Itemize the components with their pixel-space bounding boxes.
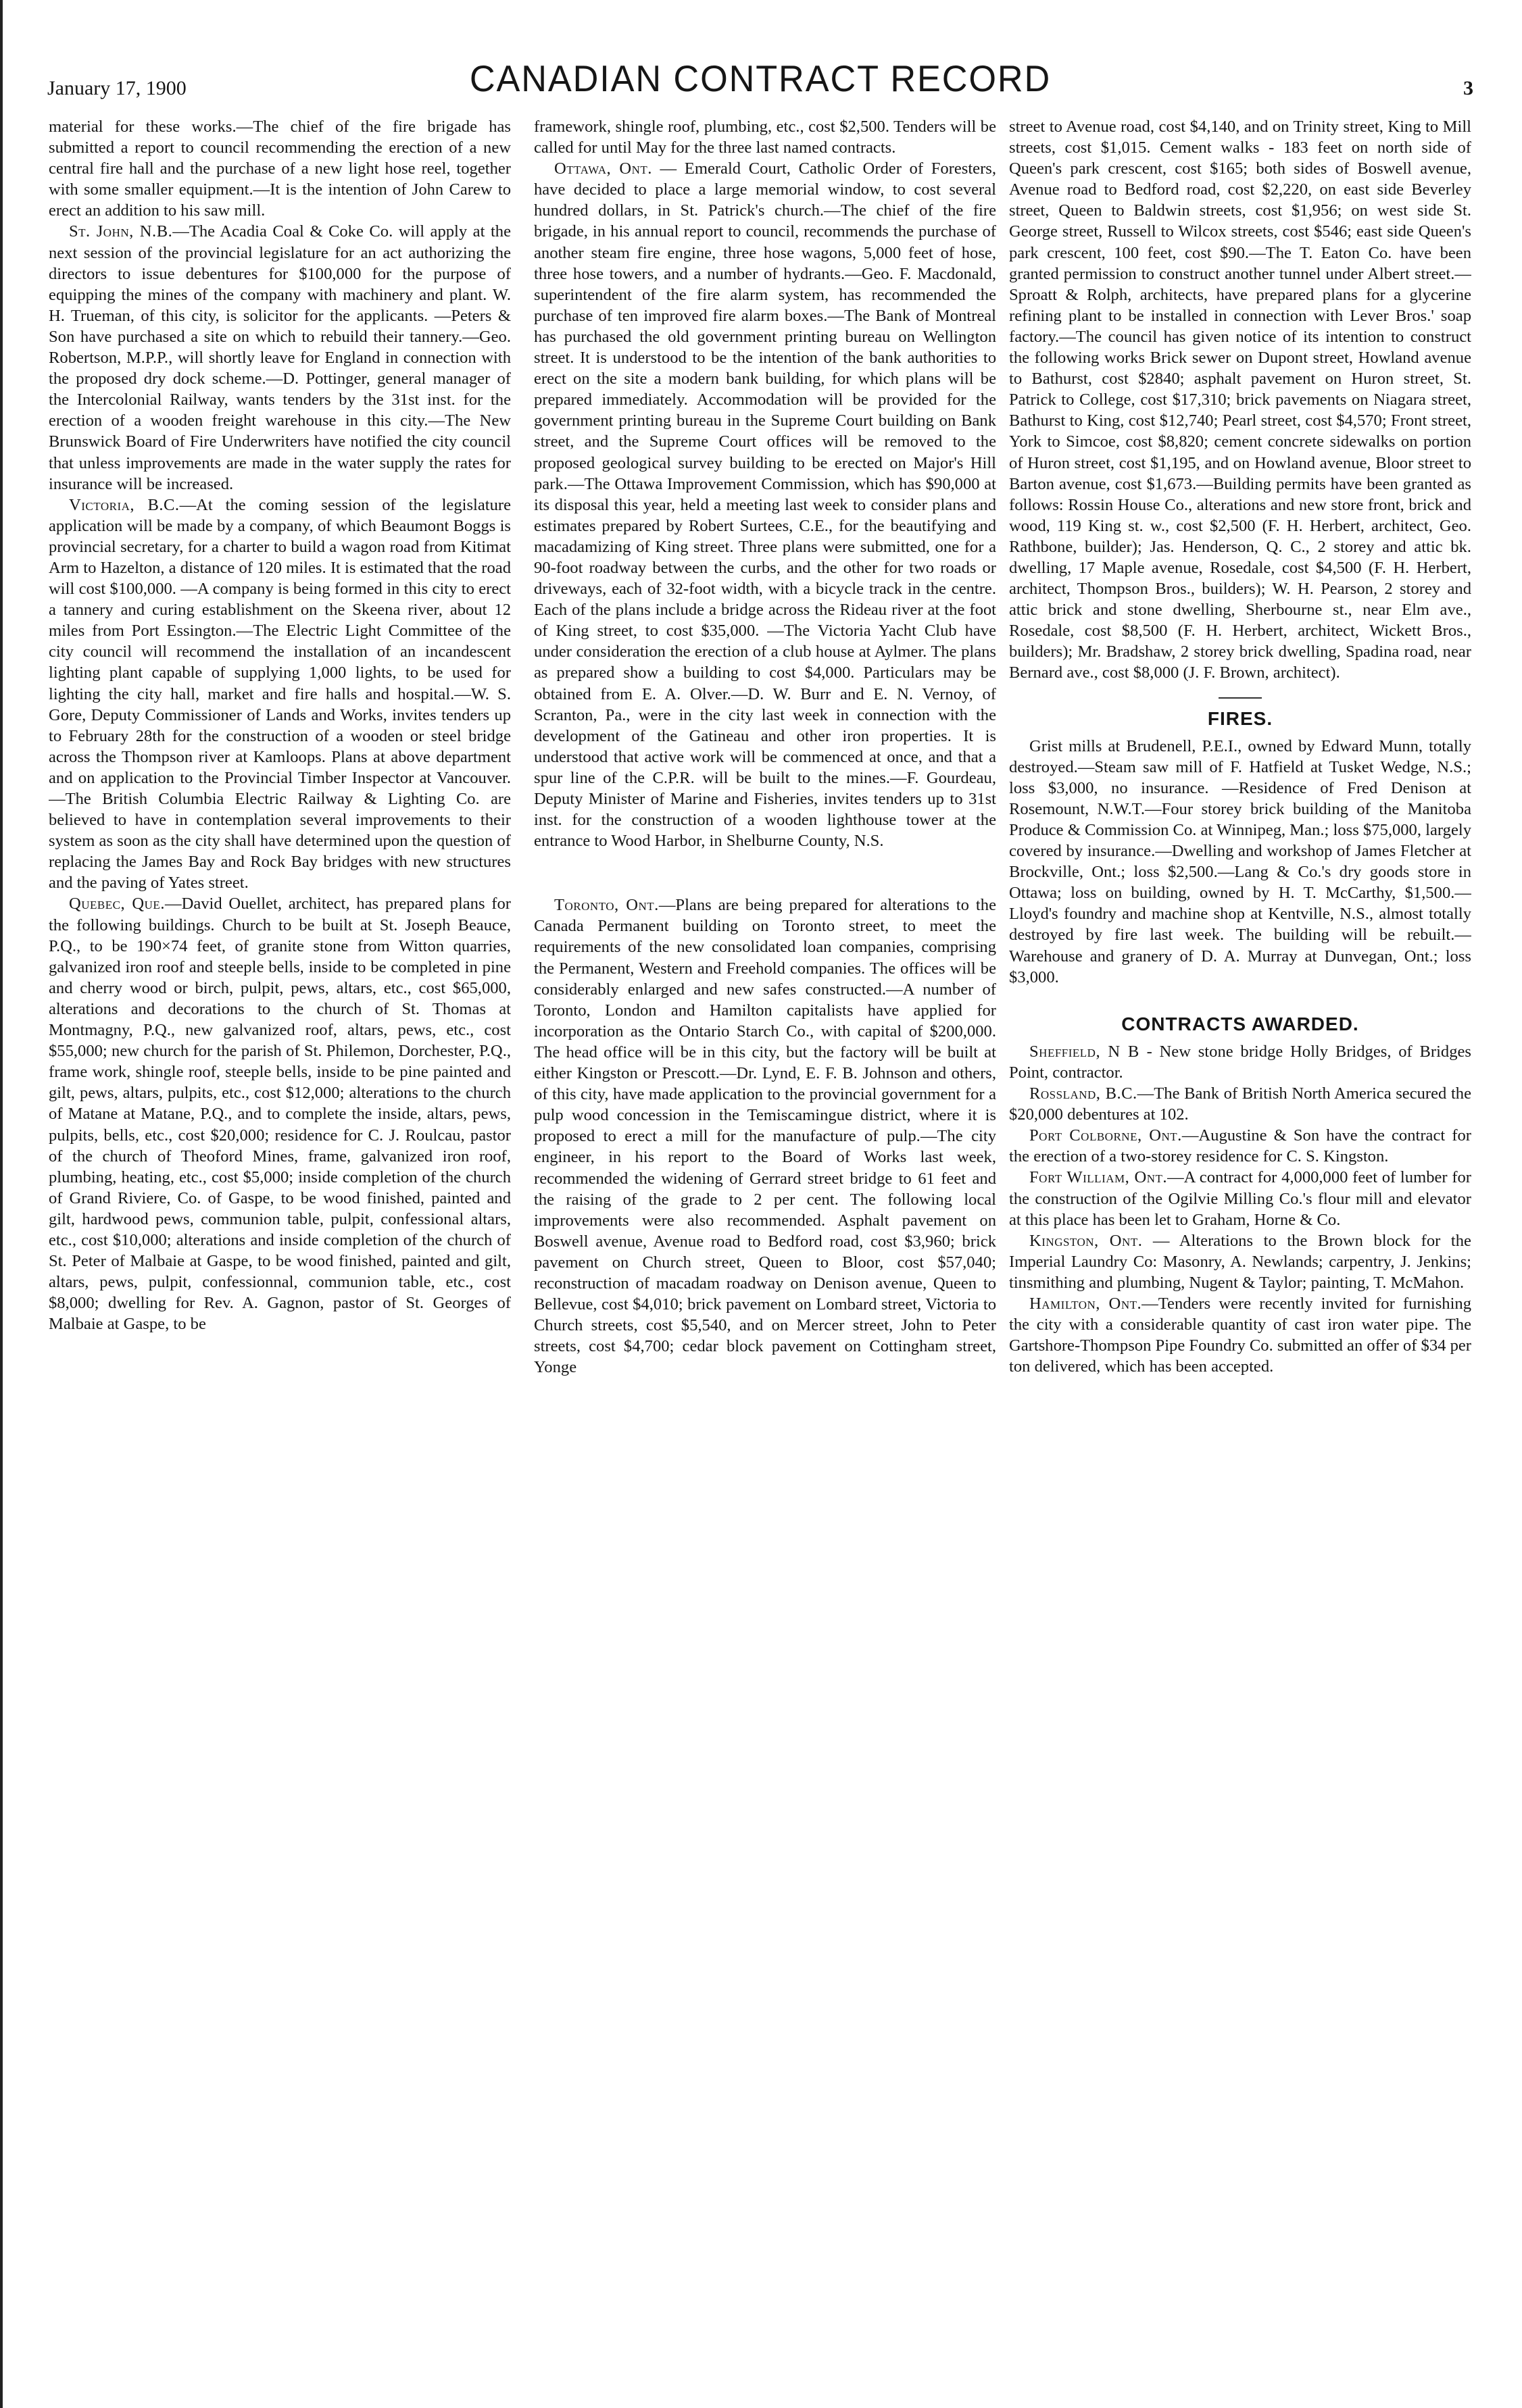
column-gap [534, 851, 996, 895]
column-1 [49, 116, 511, 2393]
contract-rossland-text: —The Bank of British North America secured the $20,000 debentures at 102. [1009, 1084, 1471, 1124]
dateline-ottawa: Ottawa, Ont. [554, 159, 652, 178]
contract-port-colborne [1009, 1125, 1471, 1167]
contract-kingston-text: — Alterations to the Brown block for the Imperial Laundry Co: Masonry, A. Newlands; carpentry, J. Jenkins; tinsmithing and plumbing, Nugent & Taylor; painting, T. McMahon. [1009, 1231, 1471, 1292]
dateline-st-john: St. John, N.B. [69, 222, 173, 241]
article-st-john-text: —The Acadia Coal & Coke Co. will apply at the next session of the provincial legislature for an act authorizing the directors to issue debentures for $100,000 for the purpose of equipping the mines of the company with machinery and plant. W. H. Trueman, of this city, is solicitor for the applicants. —Peters & Son have purchased a site on which to rebuild their tannery.—Geo. Robertson, M.P.P., will shortly leave for England in connection with the proposed dry dock scheme.—D. Pottinger, general manager of the Intercolonial Railway, wants tenders by the 31st inst. for the erection of a wooden freight warehouse in this city.—The New Brunswick Board of Fire Underwriters have notified the city council that unless improvements are made in the water supply the rates for insurance will be increased. [49, 222, 511, 493]
dateline-victoria: Victoria, B.C. [69, 495, 180, 514]
issue-date: January 17, 1900 [47, 77, 187, 99]
article-st-john [49, 221, 511, 494]
dateline-sheffield: Sheffield, N B [1029, 1042, 1139, 1061]
article-continued: material for these works.—The chief of the fire brigade has submitted a report to council recommending the erection of a new central fire hall and the purchase of a new light hose reel, together with some smaller equipment.—It is the intention of John Carew to erect an addition to his saw mill. [49, 118, 511, 220]
contract-kingston [1009, 1230, 1471, 1293]
article-victoria [49, 495, 511, 894]
section-gap [1009, 988, 1471, 1005]
dateline-fort-william: Fort William, Ont. [1029, 1168, 1168, 1187]
article-quebec-text: —David Ouellet, architect, has prepared plans for the following buildings. Church to be built at St. Joseph Beauce, P.Q., to be 190×74 feet, of granite stone from Witton quarries, galvanized iron roof and steeple bells, inside to be completed in pine and cherry wood or birch, pulpit, pews, altars, etc., cost $65,000, alterations and decorations to the church of St. Thomas at Montmagny, P.Q., new galvanized roof, altars, pews, etc., cost $55,000; new church for the parish of St. Philemon, Dorchester, P.Q., frame work, shingle roof, steeple bells, inside to be pine painted and gilt, pews, altars, pulpits, etc., cost $12,000; alterations to the church of Matane at Matane, P.Q., and to complete the inside, altars, pews, pulpits, bells, etc., cost $20,000; residence for C. J. Roulcau, pastor of the church of Theoford Mines, frame, galvanized iron roof, plumbing, heating, etc., cost $5,000; inside completion of the church of Grand Riviere, Co. of Gaspe, to be wood finished, painted and gilt, hardwood pews, communion table, pulpit, confessional altars, etc., cost $10,000; alterations and inside completion of the church of St. Peter of Malbaie at Gaspe, to be wood finished, painted and gilt, altars, pews, pulpit, confessionnal, communion table, etc., cost $8,000; dwelling for Rev. A. Gagnon, pastor of St. Georges of Malbaie at Gaspe, to be [49, 895, 511, 1334]
contract-fort-william [1009, 1167, 1471, 1230]
column-3 [1009, 116, 1471, 2393]
fires-heading: FIRES. [1207, 707, 1273, 729]
contract-sheffield-text: - New stone bridge Holly Bridges, of Bridges Point, contractor. [1009, 1042, 1471, 1082]
article-quebec [49, 893, 511, 1334]
article-ottawa [534, 158, 996, 851]
column-2 [534, 116, 996, 2393]
dateline-quebec: Quebec, Que. [69, 895, 165, 913]
article-continued-quebec: framework, shingle roof, plumbing, etc., cost $2,500. Tenders will be called for until May for the three last named contracts. [534, 118, 996, 157]
dateline-port-colborne: Port Colborne, Ont. [1029, 1126, 1182, 1145]
contract-hamilton-text: —Tenders were recently invited for furnishing the city with a considerable quantity of cast iron water pipe. The Gartshore-Thompson Pipe Foundry Co. submitted an offer of $34 per ton delivered, which has been accepted. [1009, 1294, 1471, 1376]
contracts-heading: CONTRACTS AWARDED. [1121, 1013, 1359, 1034]
dateline-toronto: Toronto, Ont. [554, 896, 659, 915]
dateline-hamilton: Hamilton, Ont. [1029, 1294, 1142, 1313]
contract-hamilton [1009, 1293, 1471, 1377]
article-ottawa-text: — Emerald Court, Catholic Order of Foresters, have decided to place a large memorial window, to cost several hundred dollars, in St. Patrick's church.—The chief of the fire brigade, in his annual report to council, recommends the purchase of another steam fire engine, three hose wagons, 5,000 feet of hose, three hose towers, and a number of hydrants.—Geo. F. Macdonald, superintendent of the fire alarm system, has recommended the purchase of ten improved fire alarm boxes.—The Bank of Montreal has purchased the old government printing bureau on Wellington street. It is understood to be the intention of the bank authorities to erect on the site a modern bank building, for which plans will be prepared immediately. Accommodation will be provided for the government printing bureau in the Supreme Court building on Bank street, and the Supreme Court offices will be removed to the proposed geological survey building to be erected on Major's Hill park.—The Ottawa Improvement Commission, which has $90,000 at its disposal this year, held a meeting last week to consider plans and estimates prepared by Robert Surtees, C.E., for the beautifying and macadamizing of King street. Three plans were submitted, one for a 90-foot roadway between the curbs, and the other for two roads or driveways, each of 32-foot width, with a bicycle track in the centre. Each of the plans include a bridge across the Rideau river at the foot of King street, to cost $35,000. —The Victoria Yacht Club have under consideration the erection of a club house at Aylmer. The plans as prepared show a building to cost $4,000. Particulars may be obtained from E. A. Olver.—D. W. Burr and E. N. Vernoy, of Scranton, Pa., were in the city last week in connection with the development of the Gatineau and other iron properties. It is understood that active work will be commenced at once, and that a spur line of the C.P.R. will be built to the mines.—F. Gourdeau, Deputy Minister of Marine and Fisheries, invites tenders up to 31st inst. for the construction of a wooden lighthouse tower at the entrance to Wood Harbor, in Shelburne County, N.S. [534, 159, 996, 851]
article-victoria-text: —At the coming session of the legislature application will be made by a company, of which Beaumont Boggs is provincial secretary, for a charter to build a wagon road from Kitimat Arm to Hazelton, a distance of 120 miles. It is estimated that the road will cost $100,000. —A company is being formed in this city to erect a tannery and curing establishment on the Skeena river, about 12 miles from Port Essington.—The Electric Light Committee of the city council will recommend the installation of an incandescent lighting plant capable of supplying 1,000 lights, to be used for lighting the city hall, market and fire halls and hospital.—W. S. Gore, Deputy Commissioner of Lands and Works, invites tenders up to February 28th for the construction of a wooden or steel bridge across the Thompson river at Kamloops. Plans at above department and on application to the Provincial Timber Inspector at Vancouver.—The British Columbia Electric Railway & Lighting Co. are believed to have in contemplation several improvements to their system as soon as the city shall have determined upon the question of replacing the James Bay and Rock Bay bridges with new structures and the paving of Yates street. [49, 495, 511, 893]
fires-text: Grist mills at Brudenell, P.E.I., owned by Edward Munn, totally destroyed.—Steam saw mill of F. Hatfield at Tusket Wedge, N.S.; loss $3,000, no insurance. —Residence of Fred Denison at Rosemount, N.W.T.—Four storey brick building of the Manitoba Produce & Commission Co. at Winnipeg, Man.; loss $75,000, largely covered by insurance.—Dwelling and workshop of James Fletcher at Brockville, Ont.; loss $2,500.—Lang & Co.'s dry goods store in Ottawa; loss on building, owned by H. T. McCarthy, $1,500.—Lloyd's foundry and machine shop at Kentville, N.S., almost totally destroyed by fire last week. The building will be rebuilt.—Warehouse and granery of D. A. Murray at Dunvegan, Ont.; loss $3,000. [1009, 736, 1471, 986]
article-continued-toronto: street to Avenue road, cost $4,140, and on Trinity street, King to Mill streets, cost $1,015. Cement walks - 183 feet on north side of Queen's park crescent, cost $165; both sides of Boswell avenue, Avenue road to Bedford road, cost $2,220, on east side Beverley street, Queen to Baldwin streets, cost $1,956; on west side St. George street, Russell to Wilcox streets, cost $546; east side Queen's park crescent, 100 feet, cost $90.—The T. Eaton Co. have been granted permission to construct another tunnel under Albert street.—Sproatt & Rolph, architects, have prepared plans for a glycerine refining plant to be installed in connection with Lever Bros.' soap factory.—The council has given notice of its intention to construct the following works Brick sewer on Dupont street, Howland avenue to Bathurst, cost $2840; asphalt pavement on Huron street, St. Patrick to College, cost $17,310; brick pavements on Niagara street, Bathurst to King, cost $12,740; Pearl street, cost $4,570; Front street, York to Simcoe, cost $8,820; cement concrete sidewalks on portion of Huron street, cost $1,195, and on Howland avenue, Bloor street to Barton avenue, cost $1,673.—Building permits have been granted as follows: Rossin House Co., alterations and new store front, brick and wood, 119 King st. w., cost $2,500 (F. H. Herbert, architect, Geo. Rathbone, builder); Jas. Henderson, Q. C., 2 storey and attic bk. dwelling, 17 Maple avenue, Rosedale, cost $4,500 (F. H. Herbert, architect, Thompson Bros., builders); W. H. Pearson, 2 storey and attic brick and stone dwelling, Sherbourne st., near Elm ave., Rosedale, cost $8,500 (F. H. Herbert, architect, Wickett Bros., builders); Mr. Bradshaw, 2 storey brick dwelling, Spadina road, near Bernard ave., cost $8,000 (J. F. Brown, architect). [1009, 118, 1471, 682]
contract-fort-william-text: —A contract for 4,000,000 feet of lumber for the construction of the Ogilvie Milling Co.'s flour mill and elevator at this place has been let to Graham, Horne & Co. [1009, 1168, 1471, 1229]
contract-sheffield [1009, 1041, 1471, 1083]
article-toronto-text: —Plans are being prepared for alterations to the Canada Permanent building on Toronto street, to meet the requirements of the new consolidated loan companies, comprising the Permanent, Western and Freehold companies. The offices will be considerably enlarged and new safes constructed.—A number of Toronto, London and Hamilton capitalists have applied for incorporation as the Ontario Starch Co., with capital of $200,000. The head office will be in this city, but the factory will be built at either Kingston or Prescott.—Dr. Lynd, E. F. B. Johnson and others, of this city, have made application to the provincial government for a pulp wood concession in the Temiscamingue district, where it is proposed to erect a mill for the manufacture of pulp.—The city engineer, in his report to the Board of Works last week, recommended the widening of Gerrard street bridge to 61 feet and the raising of the grade to 2 per cent. The following local improvements were also recommended. Asphalt pavement on Boswell avenue, Avenue road to Bedford road, cost $3,960; brick pavement on Church street, Queen to Bloor, cost $57,040; reconstruction of macadam roadway on Denison avenue, Queen to Bellevue, cost $4,010; brick pavement on Lombard street, Victoria to Church streets, cost $5,540, and on Mercer street, John to Peter streets, cost $4,700; cedar block pavement on Cottingham street, Yonge [534, 896, 996, 1377]
page-number: 3 [1463, 77, 1473, 99]
section-divider [1219, 697, 1262, 699]
dateline-rossland: Rossland, B.C. [1029, 1084, 1137, 1103]
article-toronto [534, 895, 996, 1378]
masthead [47, 46, 1473, 100]
dateline-kingston: Kingston, Ont. [1029, 1231, 1143, 1250]
publication-title: CANADIAN CONTRACT RECORD [469, 57, 1052, 99]
contract-rossland [1009, 1083, 1471, 1125]
contract-port-colborne-text: —Augustine & Son have the contract for the erection of a two-storey residence for C. S. Kingston. [1009, 1126, 1471, 1166]
page-margin-rule [0, 0, 3, 2408]
